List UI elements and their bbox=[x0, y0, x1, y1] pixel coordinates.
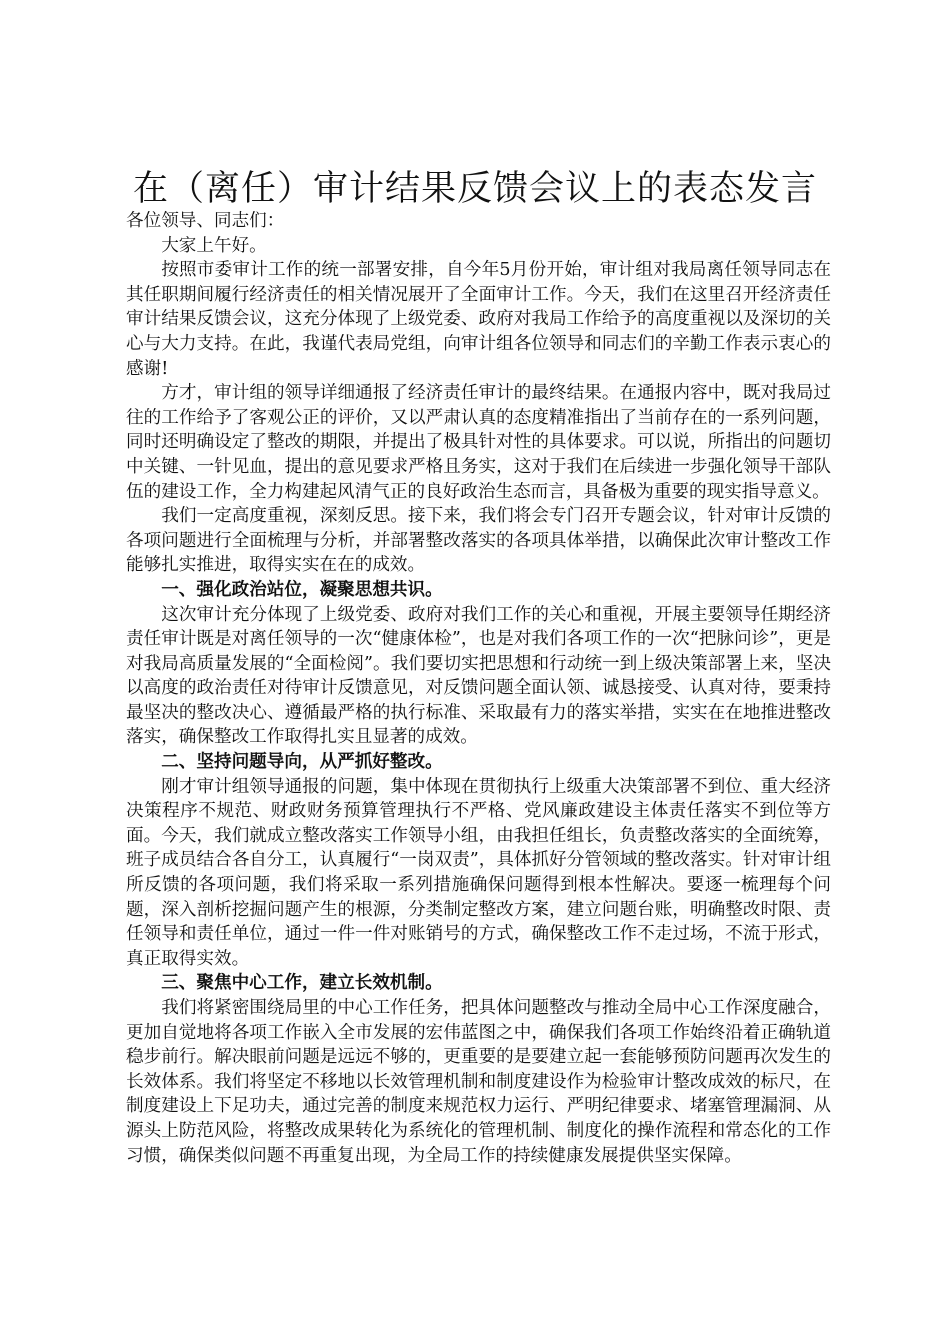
section-body: 我们将紧密围绕局里的中心工作任务，把具体问题整改与推动全局中心工作深度融合，更加自觉地将各项工作嵌入全市发展的宏伟蓝图之中，确保我们各项工作始终沿着正确轨道稳步前行。解决眼前问题是远远不够的，更重要的是要建立起一套能够预防问题再次发生的长效体系。我们将坚定不移地以长效管理机制和制度建设作为检验审计整改成效的标尺，在制度建设上下足功夫，通过完善的制度来规范权力运行、严明纪律要求、堵塞管理漏洞、从源头上防范风险，将整改成果转化为系统化的管理机制、制度化的操作流程和常态化的工作习惯，确保类似问题不再重复出现，为全局工作的持续健康发展提供坚实保障。 bbox=[126, 998, 831, 1166]
document-title: 在（离任）审计结果反馈会议上的表态发言 bbox=[132, 169, 817, 209]
section-heading: 一、强化政治站位，凝聚思想共识。 bbox=[161, 578, 443, 600]
greeting: 大家上午好。 bbox=[161, 235, 267, 256]
section-heading: 二、坚持问题导向，从严抓好整改。 bbox=[161, 751, 443, 773]
body-paragraph: 方才，审计组的领导详细通报了经济责任审计的最终结果。在通报内容中，既对我局过往的工作给予了客观公正的评价，又以严肃认真的态度精准指出了当前存在的一系列问题，同时还明确设定了整改的期限，并提出了极具针对性的具体要求。可以说，所指出的问题切中关键、一针见血，提出的意见要求严格且务实，这对于我们在后续进一步强化领导干部队伍的建设工作，全力构建起风清气正的良好政治生态而言，具备极为重要的现实指导意义。 bbox=[126, 383, 831, 502]
section-heading: 三、聚焦中心工作，建立长效机制。 bbox=[161, 972, 443, 994]
section-body: 这次审计充分体现了上级党委、政府对我们工作的关心和重视，开展主要领导任期经济责任审计既是对离任领导的一次“健康体检”，也是对我们各项工作的一次“把脉问诊”，更是对我局高质量发展的“全面检阅”。我们要切实把思想和行动统一到上级决策部署上来，坚决以高度的政治责任对待审计反馈意见，对反馈问题全面认领、诚恳接受、认真对待，要秉持最坚决的整改决心、遵循最严格的执行标准、采取最有力的落实举措，实实在在地推进整改落实，确保整改工作取得扎实且显著的成效。 bbox=[126, 604, 831, 748]
body-paragraph: 我们一定高度重视，深刻反思。接下来，我们将会专门召开专题会议，针对审计反馈的各项问题进行全面梳理与分析，并部署整改落实的各项具体举措，以确保此次审计整改工作能够扎实推进，取得实实在在的成效。 bbox=[126, 506, 831, 576]
document-body bbox=[126, 209, 831, 1168]
salutation: 各位领导、同志们： bbox=[126, 211, 285, 231]
section-body: 刚才审计组领导通报的问题，集中体现在贯彻执行上级重大决策部署不到位、重大经济决策程序不规范、财政财务预算管理执行不严格、党风廉政建设主体责任落实不到位等方面。今天，我们就成立整改落实工作领导小组，由我担任组长，负责整改落实的全面统筹，班子成员结合各自分工，认真履行“一岗双责”，具体抓好分管领域的整改落实。针对审计组所反馈的各项问题，我们将采取一系列措施确保问题得到根本性解决。要逐一梳理每个问题，深入剖析挖掘问题产生的根源，分类制定整改方案，建立问题台账，明确整改时限、责任领导和责任单位，通过一件一件对账销号的方式，确保整改工作不走过场，不流于形式，真正取得实效。 bbox=[126, 776, 831, 969]
body-paragraph: 按照市委审计工作的统一部署安排，自今年5月份开始，审计组对我局离任领导同志在其任职期间履行经济责任的相关情况展开了全面审计工作。今天，我们在这里召开经济责任审计结果反馈会议，这充分体现了上级党委、政府对我局工作给予的高度重视以及深切的关心与大力支持。在此，我谨代表局党组，向审计组各位领导和同志们的辛勤工作表示衷心的感谢! bbox=[126, 260, 831, 379]
